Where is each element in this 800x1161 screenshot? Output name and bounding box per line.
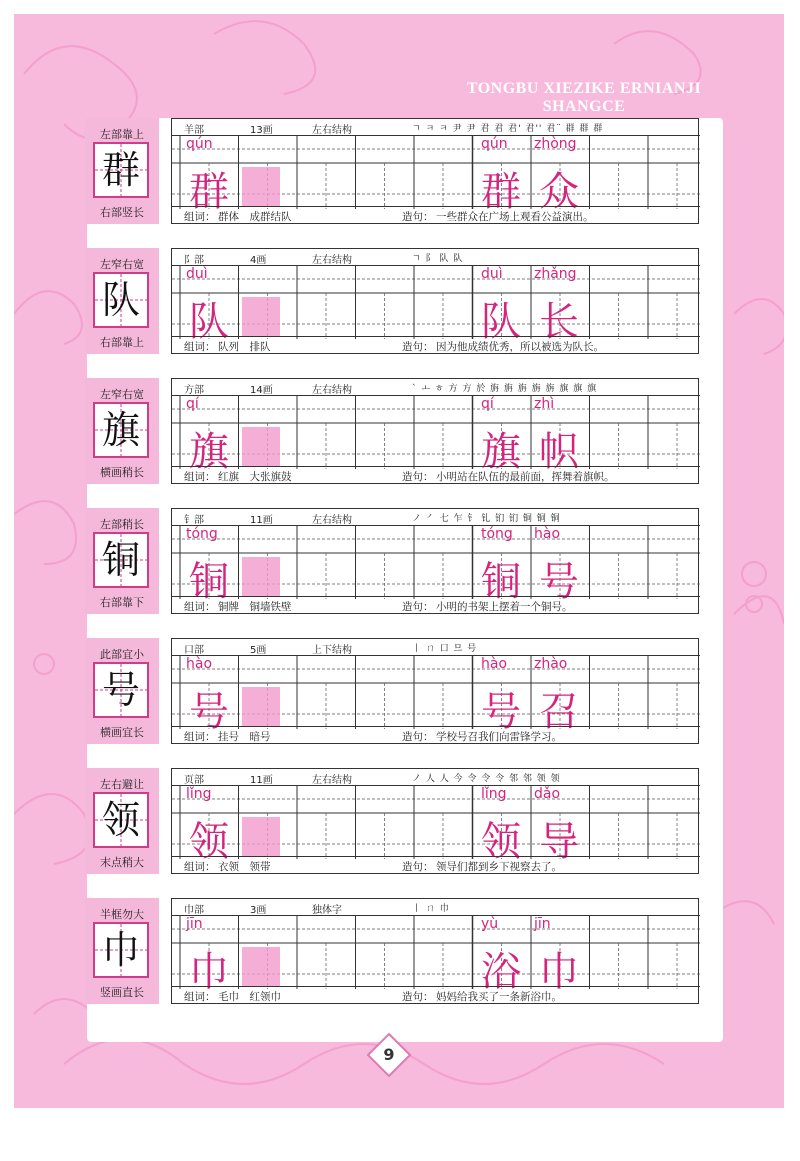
- practice-grid: [171, 508, 699, 614]
- word-character-2: 导: [539, 819, 579, 865]
- practice-grid: [171, 638, 699, 744]
- usage-line: [172, 466, 700, 483]
- tip-top: 左窄右宽: [100, 388, 144, 401]
- zaoju-label: 造句：: [402, 731, 434, 743]
- demo-character-box: [93, 792, 149, 848]
- structure: 左右结构: [312, 125, 352, 136]
- radical: 口部: [184, 645, 204, 656]
- zaoju-label: 造句：: [402, 601, 434, 613]
- word-character-2: 召: [539, 689, 579, 735]
- tip-bottom: 右部竖长: [100, 206, 144, 219]
- stroke-count: 11画: [250, 775, 273, 786]
- zaoju-label: 造句：: [402, 861, 434, 873]
- zuci-label: 组词：: [184, 211, 216, 223]
- character-tip-panel: [85, 898, 159, 1004]
- demo-character-box: [93, 662, 149, 718]
- demo-character-box: [93, 402, 149, 458]
- demo-character: 队: [101, 278, 140, 322]
- word-character-2: 众: [539, 169, 579, 215]
- stroke-count: 3画: [250, 905, 267, 916]
- zuci-text: 衣领 领带: [218, 861, 271, 873]
- structure: 左右结构: [312, 775, 352, 786]
- character-tip-panel: [85, 378, 159, 484]
- demo-character: 铜: [101, 538, 140, 582]
- pinyin-3: zhǎng: [534, 266, 577, 282]
- character-info-line: [172, 379, 700, 396]
- zuci-text: 挂号 暗号: [218, 731, 271, 743]
- stroke-count: 13画: [250, 125, 273, 136]
- practice-grid: [171, 248, 699, 354]
- tip-bottom: 横画宜长: [100, 726, 144, 739]
- demo-character-box: [93, 922, 149, 978]
- radical: 页部: [184, 775, 204, 786]
- pinyin-2: duì: [481, 266, 503, 282]
- character-tip-panel: [85, 248, 159, 354]
- zuci-label: 组词：: [184, 731, 216, 743]
- character-tip-panel: [85, 508, 159, 614]
- word-character-1: 浴: [481, 949, 521, 995]
- trace-shape: [238, 945, 284, 989]
- stroke-order: ㄱ 阝 队 队: [412, 254, 464, 264]
- word-character-2: 帜: [539, 429, 579, 475]
- trace-shape: [238, 295, 284, 339]
- pinyin-1: jīn: [186, 916, 203, 932]
- demo-character-box: [93, 272, 149, 328]
- structure: 上下结构: [312, 645, 352, 656]
- trace-character: 旗: [189, 429, 229, 475]
- usage-line: [172, 336, 700, 353]
- structure: 左右结构: [312, 385, 352, 396]
- character-tip-panel: [85, 638, 159, 744]
- page-number: 9: [383, 1045, 395, 1064]
- character-row: [85, 768, 703, 878]
- trace-character: 领: [189, 819, 229, 865]
- word-character-1: 铜: [481, 559, 521, 605]
- stroke-order: ` ㅗ ㅎ 方 方 於 旃 旃 旃 旃 旃 旗 旗 旗: [412, 384, 598, 394]
- radical: 羊部: [184, 125, 204, 136]
- character-info-line: [172, 509, 700, 526]
- stroke-order: ノ ㇒ 七 乍 钅 钆 钔 钔 铜 铜 铜: [412, 514, 561, 524]
- pinyin-2: lǐng: [481, 786, 507, 802]
- zuci-text: 毛巾 红领巾: [218, 991, 281, 1003]
- trace-shape: [238, 555, 284, 599]
- zaoju-label: 造句：: [402, 211, 434, 223]
- tip-top: 左部稍长: [100, 518, 144, 531]
- usage-line: [172, 986, 700, 1003]
- stroke-count: 14画: [250, 385, 273, 396]
- stroke-order: ㄱ ㅋ ㅋ 尹 尹 君 君 君' 君'' 君¨ 群 群 群: [412, 124, 604, 134]
- zuci-text: 队列 排队: [218, 341, 271, 353]
- character-row: [85, 118, 703, 228]
- word-character-1: 队: [481, 299, 521, 345]
- pinyin-3: zhào: [534, 656, 568, 672]
- radical: 钅部: [184, 515, 204, 526]
- zaoju-text: 学校号召我们向雷锋学习。: [436, 731, 562, 743]
- radical: 方部: [184, 385, 204, 396]
- pinyin-1: hào: [186, 656, 213, 672]
- pinyin-2: hào: [481, 656, 508, 672]
- pinyin-2: qún: [481, 136, 508, 152]
- word-character-2: 巾: [539, 949, 579, 995]
- stroke-order: 丨 ㄇ 口 므 号: [412, 644, 478, 654]
- pinyin-1: duì: [186, 266, 208, 282]
- pinyin-2: tóng: [481, 526, 513, 542]
- usage-line: [172, 206, 700, 223]
- radical: 巾部: [184, 905, 204, 916]
- zaoju-text: 小明站在队伍的最前面，挥舞着旗帜。: [436, 471, 615, 483]
- trace-shape: [238, 425, 284, 469]
- pinyin-1: lǐng: [186, 786, 212, 802]
- trace-character: 号: [189, 689, 229, 735]
- tip-bottom: 右部靠下: [100, 596, 144, 609]
- pinyin-1: qí: [186, 396, 199, 412]
- zaoju-text: 领导们都到乡下视察去了。: [436, 861, 562, 873]
- character-info-line: [172, 249, 700, 266]
- character-row: [85, 638, 703, 748]
- trace-character: 群: [189, 169, 229, 215]
- stroke-count: 11画: [250, 515, 273, 526]
- trace-shape: [238, 815, 284, 859]
- tip-bottom: 竖画直长: [100, 986, 144, 999]
- demo-character-box: [93, 532, 149, 588]
- stroke-order: ノ 人 人 今 令 令 令 邻 邻 领 领: [412, 774, 561, 784]
- zuci-label: 组词：: [184, 471, 216, 483]
- character-info-line: [172, 769, 700, 786]
- character-tip-panel: [85, 768, 159, 874]
- pinyin-2: qí: [481, 396, 494, 412]
- tip-top: 左部靠上: [100, 128, 144, 141]
- usage-line: [172, 596, 700, 613]
- zuci-text: 红旗 大张旗鼓: [218, 471, 292, 483]
- word-character-1: 群: [481, 169, 521, 215]
- pinyin-3: zhì: [534, 396, 555, 412]
- demo-character: 群: [101, 148, 140, 192]
- zuci-label: 组词：: [184, 341, 216, 353]
- pinyin-3: hào: [534, 526, 561, 542]
- zaoju-label: 造句：: [402, 991, 434, 1003]
- zaoju-label: 造句：: [402, 471, 434, 483]
- trace-shape: [238, 165, 284, 209]
- character-tip-panel: [85, 118, 159, 224]
- pinyin-3: zhòng: [534, 136, 577, 152]
- tip-top: 左右避让: [100, 778, 144, 791]
- zaoju-text: 妈妈给我买了一条新浴巾。: [436, 991, 562, 1003]
- structure: 独体字: [312, 905, 342, 916]
- demo-character: 旗: [101, 408, 140, 452]
- tip-top: 左窄右宽: [100, 258, 144, 271]
- demo-character: 领: [101, 798, 140, 842]
- tip-bottom: 横画稍长: [100, 466, 144, 479]
- stroke-count: 5画: [250, 645, 267, 656]
- zaoju-text: 因为他成绩优秀，所以被选为队长。: [436, 341, 604, 353]
- character-info-line: [172, 639, 700, 656]
- zuci-label: 组词：: [184, 861, 216, 873]
- demo-character: 号: [101, 668, 140, 712]
- character-row: [85, 248, 703, 358]
- character-info-line: [172, 899, 700, 916]
- radical: 阝部: [184, 255, 204, 266]
- character-info-line: [172, 119, 700, 136]
- word-character-1: 号: [481, 689, 521, 735]
- zuci-text: 群体 成群结队: [218, 211, 292, 223]
- zaoju-text: 一些群众在广场上观看公益演出。: [436, 211, 594, 223]
- demo-character: 巾: [101, 928, 140, 972]
- practice-grid: [171, 898, 699, 1004]
- trace-character: 巾: [189, 949, 229, 995]
- word-character-1: 旗: [481, 429, 521, 475]
- usage-line: [172, 726, 700, 743]
- tip-top: 半框勿大: [100, 908, 144, 921]
- pinyin-2: yù: [481, 916, 499, 932]
- trace-shape: [238, 685, 284, 729]
- tip-top: 此部宜小: [100, 648, 144, 661]
- word-character-2: 号: [539, 559, 579, 605]
- zaoju-label: 造句：: [402, 341, 434, 353]
- pinyin-3: dǎo: [534, 786, 561, 802]
- character-row: [85, 898, 703, 1008]
- zaoju-text: 小明的书架上摆着一个铜号。: [436, 601, 573, 613]
- character-row: [85, 508, 703, 618]
- stroke-order: 丨 ㄇ 巾: [412, 904, 450, 914]
- zuci-label: 组词：: [184, 991, 216, 1003]
- practice-grid: [171, 768, 699, 874]
- word-character-1: 领: [481, 819, 521, 865]
- pinyin-3: jīn: [534, 916, 551, 932]
- trace-character: 铜: [189, 559, 229, 605]
- usage-line: [172, 856, 700, 873]
- structure: 左右结构: [312, 515, 352, 526]
- practice-grid: [171, 378, 699, 484]
- character-row: [85, 378, 703, 488]
- tip-bottom: 末点稍大: [100, 856, 144, 869]
- word-character-2: 长: [539, 299, 579, 345]
- structure: 左右结构: [312, 255, 352, 266]
- tip-bottom: 右部靠上: [100, 336, 144, 349]
- pinyin-1: qún: [186, 136, 213, 152]
- practice-grid: [171, 118, 699, 224]
- pinyin-1: tóng: [186, 526, 218, 542]
- zuci-text: 铜牌 铜墙铁壁: [218, 601, 292, 613]
- zuci-label: 组词：: [184, 601, 216, 613]
- stroke-count: 4画: [250, 255, 267, 266]
- trace-character: 队: [189, 299, 229, 345]
- page-header-title: TONGBU XIEZIKE ERNIANJI SHANGCE: [466, 80, 702, 115]
- demo-character-box: [93, 142, 149, 198]
